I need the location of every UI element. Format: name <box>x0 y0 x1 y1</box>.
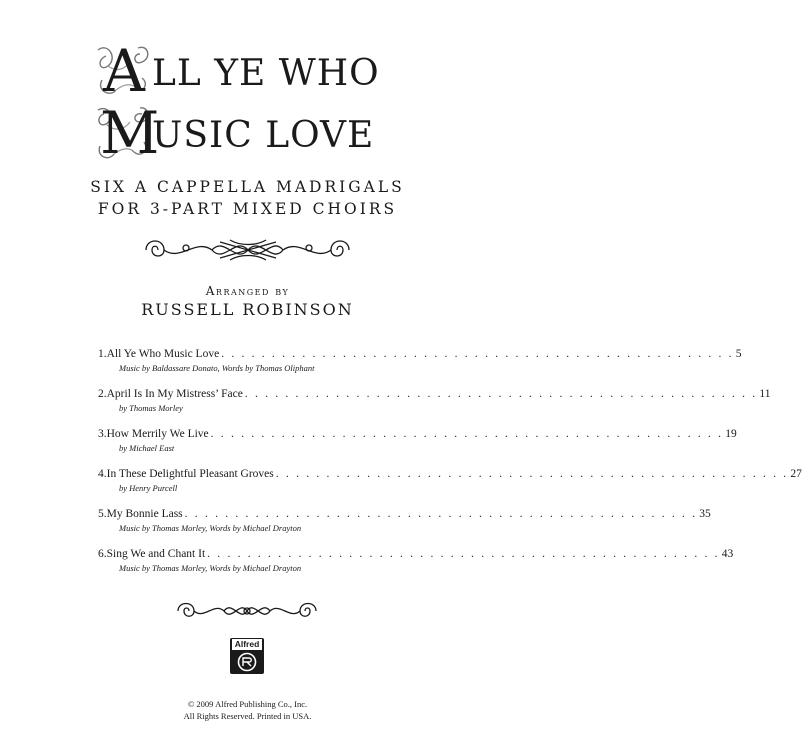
arranger-name: RUSSELL ROBINSON <box>141 300 354 319</box>
drop-cap-m <box>94 99 160 167</box>
list-item <box>98 506 711 546</box>
toc-page: 35 <box>699 508 711 520</box>
toc-number: 4. <box>98 468 107 480</box>
list-item <box>98 466 802 506</box>
toc-number: 3. <box>98 428 107 440</box>
toc-credit: by Thomas Morley <box>119 403 183 413</box>
toc-title: April Is In My Mistress’ Face <box>106 388 243 400</box>
ornament-scroll-icon <box>140 232 355 268</box>
logo-text: Alfred <box>232 639 262 650</box>
toc-number: 6. <box>98 548 107 560</box>
toc-page: 27 <box>790 468 802 480</box>
title-initial-1: A <box>103 37 145 105</box>
alfred-logo <box>230 638 264 674</box>
copyright <box>0 698 495 722</box>
toc-title: All Ye Who Music Love <box>106 348 220 360</box>
title-line-1 <box>0 37 495 105</box>
table-of-contents <box>98 346 802 586</box>
toc-page: 43 <box>721 548 734 560</box>
subtitle-line-2: FOR 3-PART MIXED CHOIRS <box>97 200 398 218</box>
toc-title: Sing We and Chant It <box>106 548 206 560</box>
list-item <box>98 386 771 426</box>
toc-title: My Bonnie Lass <box>106 508 183 520</box>
toc-leader: . . . . . . . . . . . . . . . . . . . . . . . . . . . . . . . . . . . . . . . . . . . . . . . . . . . <box>207 548 720 560</box>
arranged-by-label: Arranged by <box>205 284 290 298</box>
toc-page: 19 <box>725 428 737 440</box>
toc-credit: by Henry Purcell <box>119 483 178 493</box>
title-text-1: LL YE WHO <box>152 53 380 94</box>
toc-credit: Music by Thomas Morley, Words by Michael Drayton <box>119 563 302 573</box>
toc-credit: Music by Thomas Morley, Words by Michael Drayton <box>119 523 302 533</box>
toc-leader: . . . . . . . . . . . . . . . . . . . . . . . . . . . . . . . . . . . . . . . . . . . . . . . . . . . <box>275 468 789 480</box>
toc-leader: . . . . . . . . . . . . . . . . . . . . . . . . . . . . . . . . . . . . . . . . . . . . . . . . . . . <box>184 508 698 520</box>
toc-number: 2. <box>98 388 107 400</box>
subtitle-line-1: SIX A CAPPELLA MADRIGALS <box>90 178 405 196</box>
list-item <box>98 426 737 466</box>
toc-credit: by Michael East <box>119 443 175 453</box>
drop-cap-a <box>94 37 152 105</box>
toc-number: 5. <box>98 508 107 520</box>
toc-leader: . . . . . . . . . . . . . . . . . . . . . . . . . . . . . . . . . . . . . . . . . . . . . . . . . . . <box>210 428 724 440</box>
toc-credit: Music by Baldassare Donato, Words by Thomas Oliphant <box>119 363 315 373</box>
toc-title: In These Delightful Pleasant Groves <box>106 468 274 480</box>
toc-leader: . . . . . . . . . . . . . . . . . . . . . . . . . . . . . . . . . . . . . . . . . . . . . . . . . . . <box>221 348 734 360</box>
title-initial-2: M <box>100 99 160 167</box>
toc-title: How Merrily We Live <box>106 428 209 440</box>
list-item <box>98 546 734 586</box>
ornament-scroll-icon <box>172 596 322 626</box>
list-item <box>98 346 742 386</box>
copyright-line-2: All Rights Reserved. Printed in USA. <box>183 711 312 721</box>
title-text-2: USIC LOVE <box>152 115 375 156</box>
copyright-line-1: © 2009 Alfred Publishing Co., Inc. <box>187 699 308 709</box>
toc-page: 5 <box>735 348 742 360</box>
toc-leader: . . . . . . . . . . . . . . . . . . . . . . . . . . . . . . . . . . . . . . . . . . . . . . . . . . . <box>244 388 758 400</box>
alfred-logo-icon <box>234 652 260 672</box>
title-line-2 <box>0 99 495 167</box>
title-block <box>0 37 495 167</box>
toc-number: 1. <box>98 348 107 360</box>
toc-page: 11 <box>759 388 771 400</box>
subtitle <box>0 176 495 220</box>
